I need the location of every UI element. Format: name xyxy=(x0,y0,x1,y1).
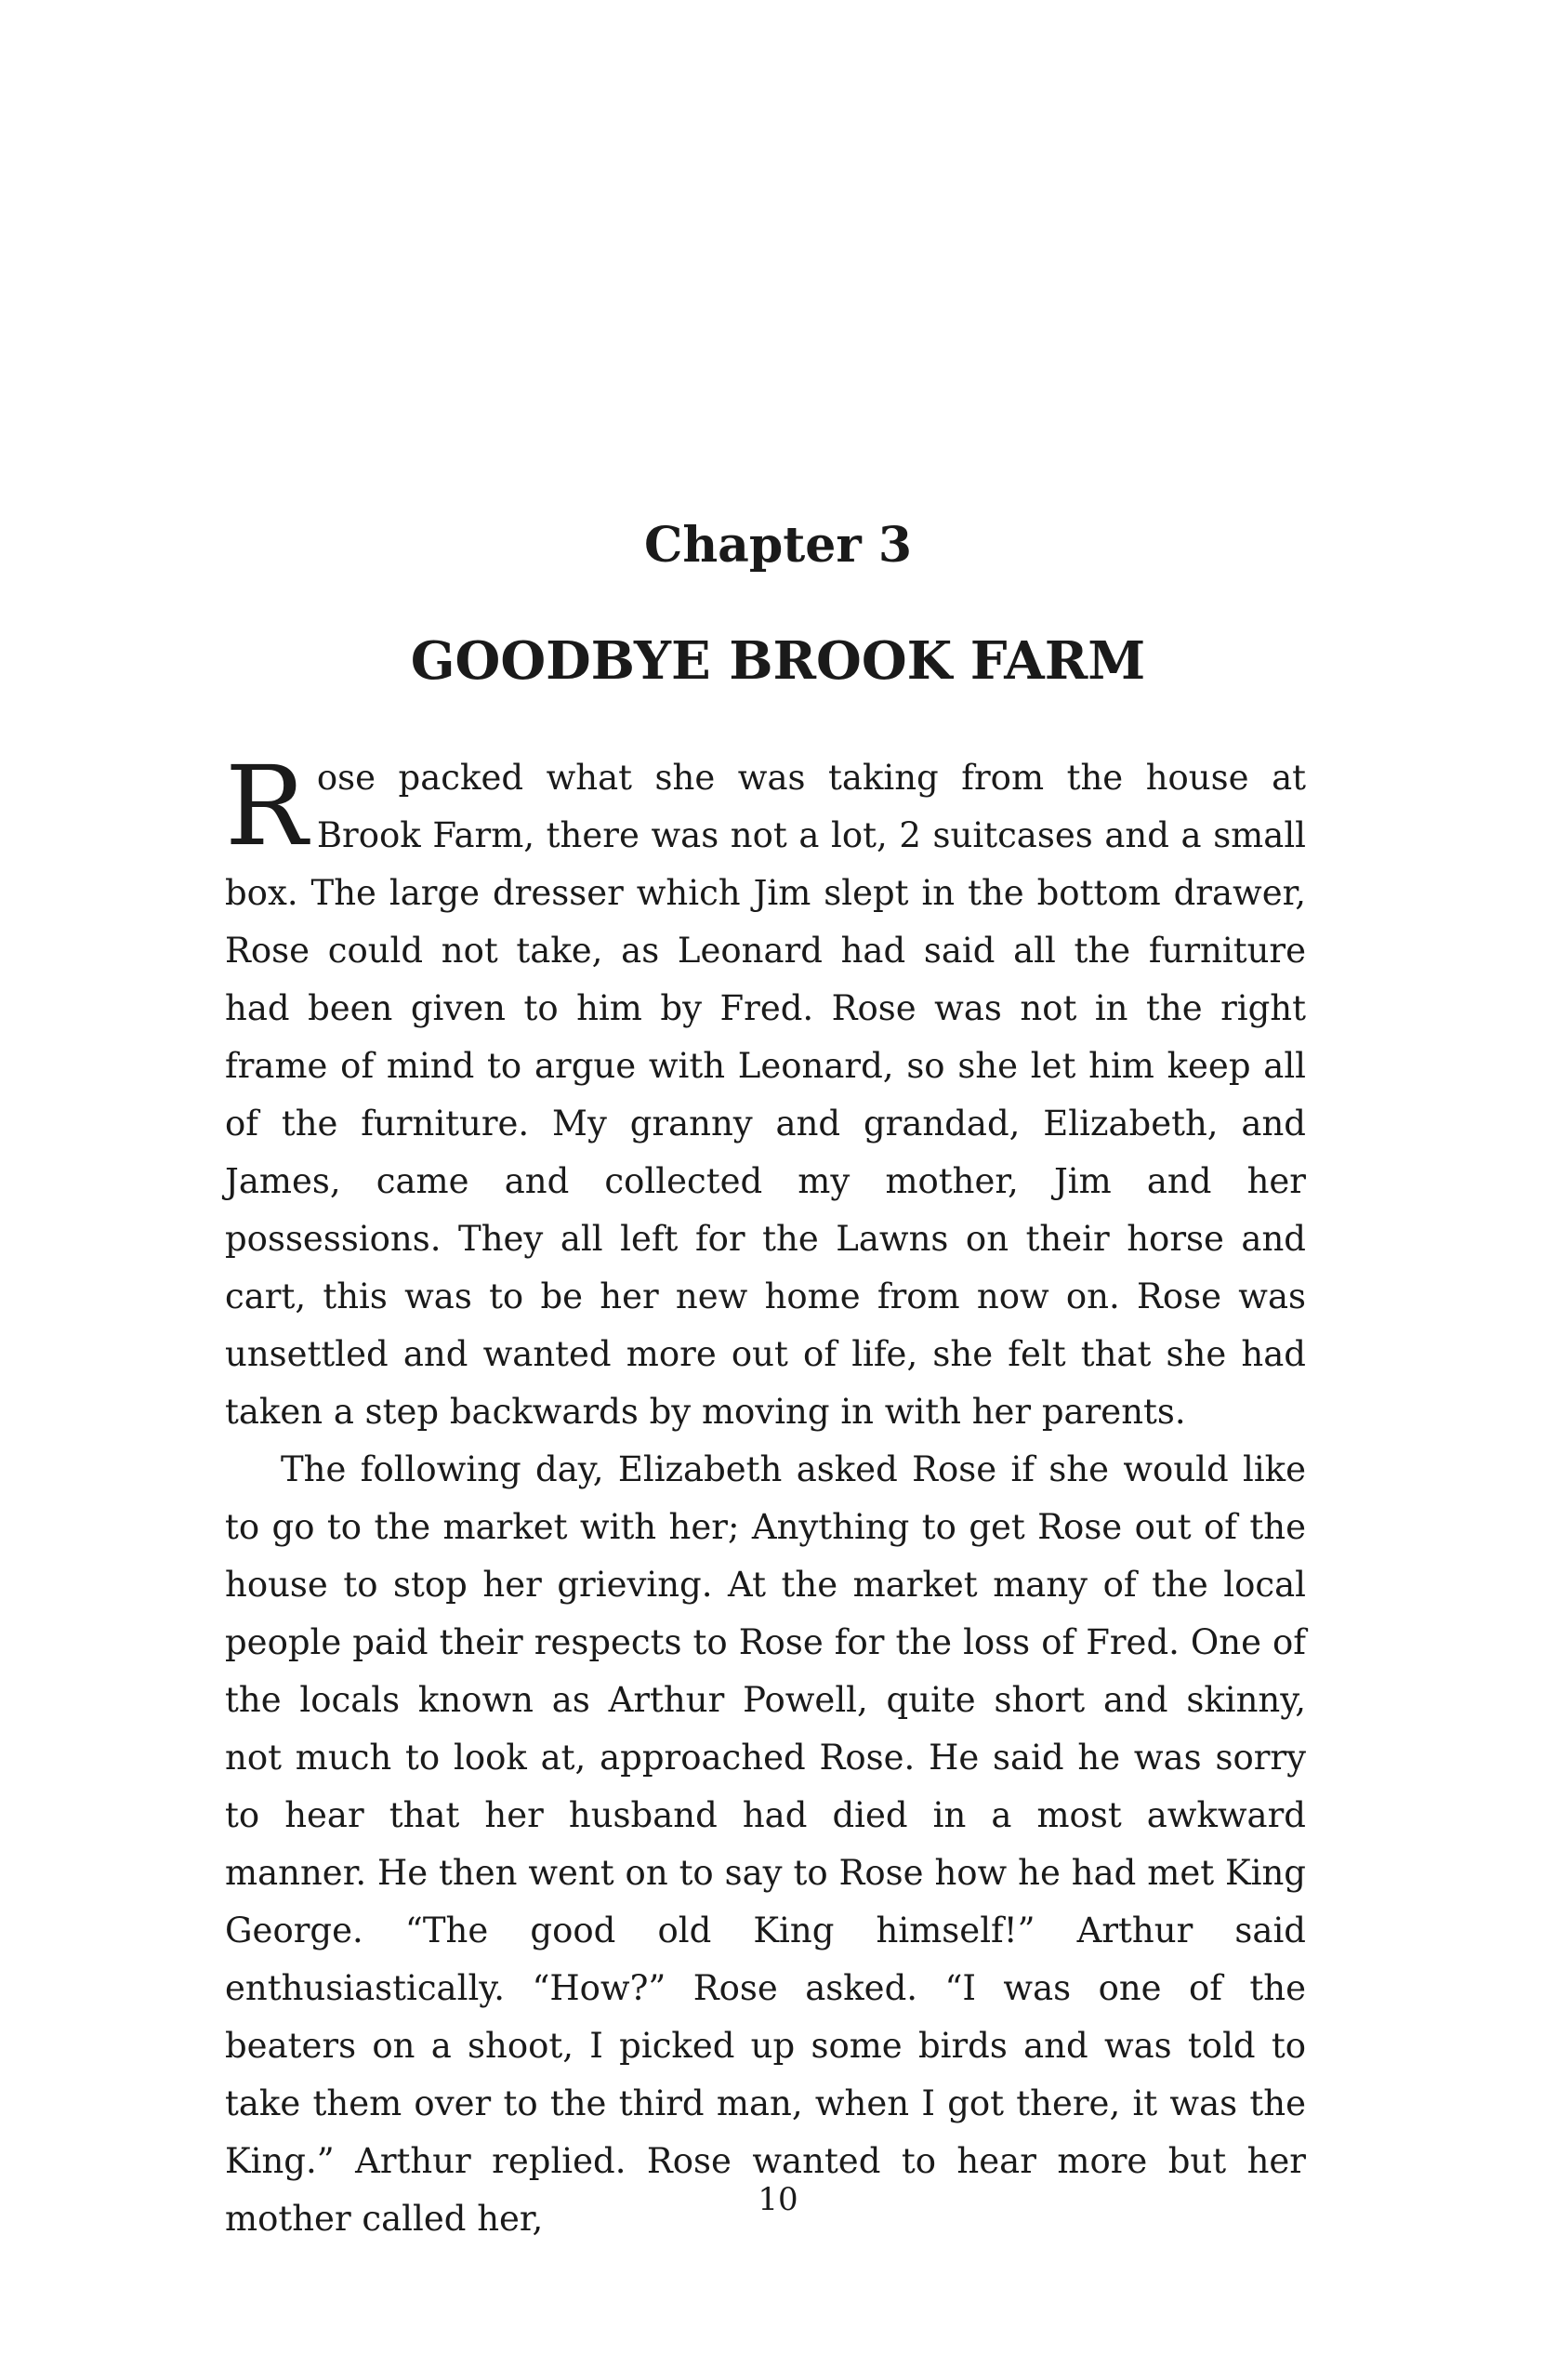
drop-cap: R xyxy=(225,742,308,870)
paragraph-1 xyxy=(225,742,1306,1441)
page-number: 10 xyxy=(758,2181,798,2218)
chapter-label: Chapter 3 xyxy=(643,517,913,574)
chapter-title: GOODBYE BROOK FARM xyxy=(410,630,1146,692)
paragraph-1-text: ose packed what she was taking from the house at Brook Farm, there was not a lot, 2 suitcases and a small box. The large dresser which Jim slept in the bottom drawer, Rose could not take, as Leonard had said all the furniture had been given to him by Fred. Rose was not in the right frame of mind to argue with Leonard, so she let him keep all of the furniture. My granny and grandad, Elizabeth, and James, came and collected my mother, Jim and her possessions. They all left for the Lawns on their horse and cart, this was to be her new home from now on. Rose was unsettled and wanted more out of life, she felt that she had taken a step backwards by moving in with her parents. xyxy=(225,758,1306,1432)
body-text xyxy=(225,742,1306,2248)
paragraph-2: The following day, Elizabeth asked Rose if she would like to go to the market with her; Anything to get Rose out of the house to stop her grieving. At the market many of the local people paid their respects to Rose for the loss of Fred. One of the locals known as Arthur Powell, quite short and skinny, not much to look at, approached Rose. He said he was sorry to hear that her husband had died in a most awkward manner. He then went on to say to Rose how he had met King George. “The good old King himself!” Arthur said enthusiastically. “How?” Rose asked. “I was one of the beaters on a shoot, I picked up some birds and was told to take them over to the third man, when I got there, it was the King.” Arthur replied. Rose wanted to hear more but her mother called her, xyxy=(225,1449,1306,2239)
